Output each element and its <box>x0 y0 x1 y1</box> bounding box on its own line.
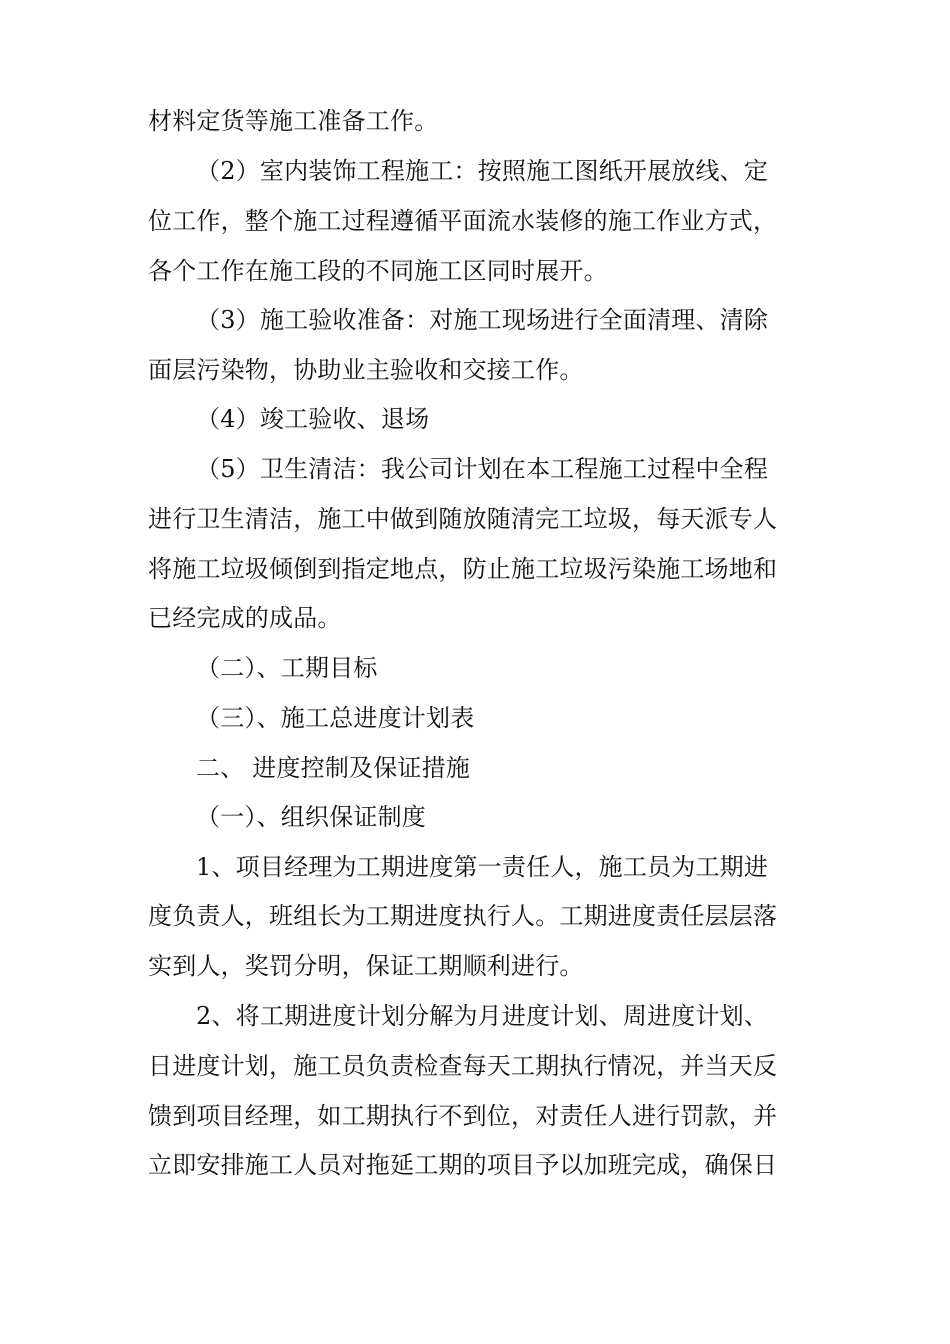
section-heading: （一）、组织保证制度 <box>196 803 426 831</box>
paragraph-line: 进行卫生清洁，施工中做到随放随清完工垃圾，每天派专人 <box>148 505 778 533</box>
paragraph-line: 材料定货等施工准备工作。 <box>148 107 439 135</box>
paragraph-line: 各个工作在施工段的不同施工区同时展开。 <box>148 257 608 285</box>
paragraph-line: 度负责人，班组长为工期进度执行人。工期进度责任层层落 <box>148 902 778 930</box>
paragraph-line: （5）卫生清洁：我公司计划在本工程施工过程中全程 <box>196 455 769 483</box>
paragraph-line: 面层污染物，协助业主验收和交接工作。 <box>148 356 584 384</box>
paragraph-line: （2）室内装饰工程施工：按照施工图纸开展放线、定 <box>196 157 769 185</box>
paragraph-line: 已经完成的成品。 <box>148 604 342 632</box>
paragraph-line: 位工作，整个施工过程遵循平面流水装修的施工作业方式， <box>148 207 778 235</box>
section-heading: （三）、施工总进度计划表 <box>196 704 475 732</box>
chapter-heading: 二、 进度控制及保证措施 <box>196 754 471 782</box>
paragraph-line: 馈到项目经理，如工期执行不到位，对责任人进行罚款，并 <box>148 1102 778 1130</box>
paragraph-line: 立即安排施工人员对拖延工期的项目予以加班完成，确保日 <box>148 1151 778 1179</box>
paragraph-line: 日进度计划，施工员负责检查每天工期执行情况，并当天反 <box>148 1052 778 1080</box>
paragraph-line: 1、项目经理为工期进度第一责任人，施工员为工期进 <box>196 853 769 881</box>
paragraph-line: 将施工垃圾倾倒到指定地点，防止施工垃圾污染施工场地和 <box>148 555 778 583</box>
paragraph-line: （3）施工验收准备：对施工现场进行全面清理、清除 <box>196 306 769 334</box>
paragraph-line: 实到人，奖罚分明，保证工期顺利进行。 <box>148 952 584 980</box>
section-heading: （二）、工期目标 <box>196 654 378 682</box>
paragraph-line: 2、将工期进度计划分解为月进度计划、周进度计划、 <box>196 1002 769 1030</box>
paragraph-line: （4）竣工验收、退场 <box>196 405 430 433</box>
